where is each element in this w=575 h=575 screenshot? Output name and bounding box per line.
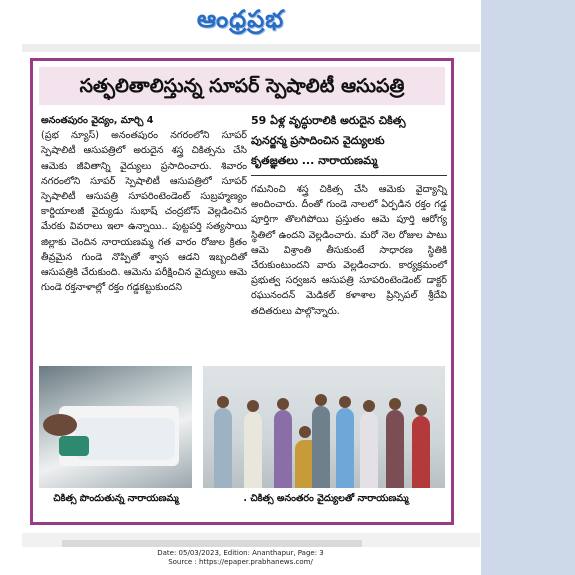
caption-left: చికిత్స పొందుతున్న నారాయణమ్మ — [53, 493, 179, 504]
divider — [22, 44, 480, 52]
next-article-strip — [22, 533, 480, 547]
patient-photo — [39, 366, 192, 488]
caption-right: . చికిత్స అనంతరం వైద్యులతో నారాయణమ్మ — [243, 493, 409, 504]
article-headline: సత్ఫలితాలిస్తున్న సూపర్ స్పెషాలిటీ ఆసుపత్రి — [39, 67, 445, 105]
article-frame — [30, 58, 454, 525]
subheading-1: 59 ఏళ్ల వృద్ధురాలికి అరుదైన చికిత్స — [251, 114, 406, 127]
side-panel — [481, 0, 575, 575]
group-photo — [203, 366, 445, 488]
left-column — [41, 113, 247, 295]
masthead — [0, 0, 481, 44]
subheading-2: పునర్జన్మ ప్రసాదించిన వైద్యులకు — [251, 134, 385, 147]
newspaper-logo: ఆంధ్రప్రభ — [196, 4, 285, 33]
source-url-line: Source : https://epaper.prabhanews.com/ — [168, 558, 313, 566]
left-body-text: (ప్రభ న్యూస్) అనంతపురం నగరంలోని సూపర్ స్పెషాలిటీ ఆసుపత్రిలో అరుదైన శస్త్ర చికిత్సను చేసి ఆమెకు జీవితాన్ని వైద్యులు ప్రసాదించారు. శివారం నగరంలోని సూపర్ స్పెషాలిటీ ఆసుపత్రిలో సూపర్ స్పెషాలిటీ ఆసుపత్రి సూపరింటెండెంట్ సుబ్రహ్మణ్యం కార్డియాలజీ వైద్యుడు సుభాష్ చంద్రబోస్ వెల్లడించిన మేరకు వివరాలు ఇలా ఉన్నాయి.. పుట్టపర్తి సత్యసాయి జిల్లాకు చెందిన నారాయణమ్మ గత వారం రోజుల క్రితం తీవ్రమైన గుండె నొప్పితో శ్వాస ఆడని ఇబ్బందితో ఆసుపత్రికి చేరుకుంది. ఆమెను పరీక్షించిన వైద్యులు ఆమె గుండె రక్తనాళాల్లో రక్తం గడ్డకట్టుకుందని — [41, 130, 247, 294]
source-date-line: Date: 05/03/2023, Edition: Ananthapur, Page: 3 — [157, 549, 324, 557]
right-column — [251, 111, 447, 319]
dateline: అనంతపురం వైద్యం, మార్చి 4 — [41, 115, 154, 126]
subheading-3: కృతజ్ఞతలు ... నారాయణమ్మ — [251, 151, 447, 176]
source-footer — [0, 549, 481, 567]
right-body-text: గమనించి శస్త్ర చికిత్స చేసి ఆమెకు వైద్యాన్ని అందించారు. దీంతో గుండె నాలలో ఏర్పడిన రక్తం గడ్డ పూర్తిగా తొలగిపోయి ప్రస్తుతం ఆమె పూర్తి ఆరోగ్య స్థితిలో ఉందని వెల్లడించారు. మరో నెల రోజుల పాటు ఆమె విశ్రాంతి తీసుకుంటే సాధారణ స్థితికి చేరుకుంటుందని వారు వెల్లడించారు. కార్యక్రమంలో ప్రభుత్వ సర్వజన ఆసుపత్రి సూపరింటెండెంట్ డాక్టర్ రఘునందన్ మెడికల్ కళాశాల ప్రిన్సిపల్ శ్రీదేవి తదితరులు పాల్గొన్నారు. — [251, 184, 447, 317]
